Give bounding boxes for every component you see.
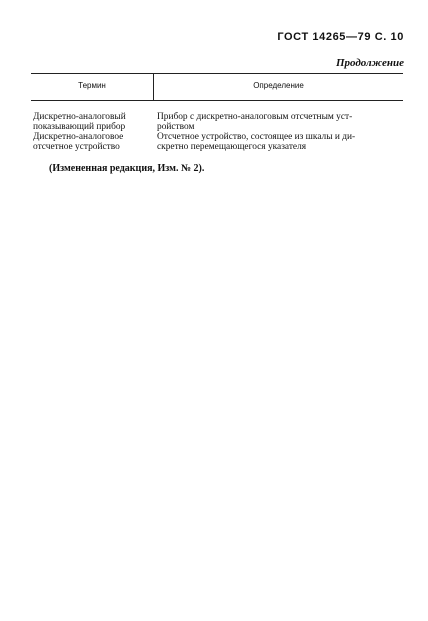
continuation-label: Продолжение bbox=[335, 57, 404, 69]
term-line: Дискретно-аналоговое bbox=[33, 132, 124, 142]
table-top-rule bbox=[31, 73, 403, 74]
term-line: отсчетное устройство bbox=[33, 142, 120, 152]
definition-line: Отсчетное устройство, состоящее из шкалы и ди- bbox=[157, 132, 356, 142]
definition-line: ройством bbox=[157, 122, 195, 132]
amendment-note: (Измененная редакция, Изм. № 2). bbox=[49, 163, 205, 174]
definition-line: скретно перемещающегося указателя bbox=[157, 142, 307, 152]
column-header-definition: Определение bbox=[253, 81, 304, 90]
term-line: показывающий прибор bbox=[33, 122, 126, 132]
standard-page-header: ГОСТ 14265—79 С. 10 bbox=[277, 31, 404, 43]
column-header-term: Термин bbox=[78, 81, 106, 90]
term-line: Дискретно-аналоговый bbox=[33, 112, 126, 122]
definition-line: Прибор с дискретно-аналоговым отсчетным уст- bbox=[157, 112, 353, 122]
table-header-rule bbox=[31, 100, 403, 101]
